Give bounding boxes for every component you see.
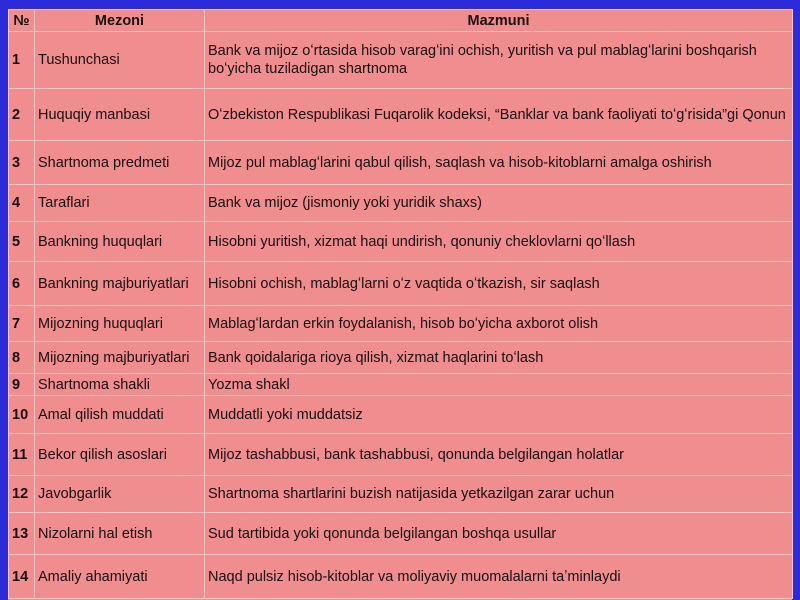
table-row: [9, 342, 793, 374]
contract-table: [8, 9, 793, 599]
row-criterion: Mijozning huquqlari: [35, 306, 205, 342]
row-content: Mijoz pul mablagʻlarini qabul qilish, saqlash va hisob-kitoblarni amalga oshirish: [205, 141, 793, 185]
row-number: 7: [9, 306, 35, 342]
table-row: [9, 434, 793, 476]
table-row: [9, 185, 793, 222]
row-content: Yozma shakl: [205, 374, 793, 396]
table-header-row: [9, 10, 793, 32]
table-row: [9, 89, 793, 141]
table-row: [9, 262, 793, 306]
table-frame: [8, 9, 792, 600]
row-content: Mijoz tashabbusi, bank tashabbusi, qonunda belgilangan holatlar: [205, 434, 793, 476]
row-criterion: Shartnoma shakli: [35, 374, 205, 396]
row-criterion: Javobgarlik: [35, 476, 205, 513]
table-row: [9, 476, 793, 513]
row-content: Bank qoidalariga rioya qilish, xizmat haqlarini toʻlash: [205, 342, 793, 374]
table-row: [9, 396, 793, 434]
row-number: 12: [9, 476, 35, 513]
row-content: Naqd pulsiz hisob-kitoblar va moliyaviy muomalalarni taʼminlaydi: [205, 555, 793, 599]
row-number: 2: [9, 89, 35, 141]
table-row: [9, 374, 793, 396]
row-number: 11: [9, 434, 35, 476]
row-number: 4: [9, 185, 35, 222]
row-criterion: Tushunchasi: [35, 32, 205, 89]
row-content: Mablagʻlardan erkin foydalanish, hisob boʻyicha axborot olish: [205, 306, 793, 342]
row-number: 13: [9, 513, 35, 555]
table-row: [9, 222, 793, 262]
row-number: 6: [9, 262, 35, 306]
row-content: Hisobni yuritish, xizmat haqi undirish, qonuniy cheklovlarni qoʻllash: [205, 222, 793, 262]
row-criterion: Shartnoma predmeti: [35, 141, 205, 185]
row-content: Sud tartibida yoki qonunda belgilangan boshqa usullar: [205, 513, 793, 555]
row-criterion: Taraflari: [35, 185, 205, 222]
row-number: 8: [9, 342, 35, 374]
row-number: 3: [9, 141, 35, 185]
header-criterion: Mezoni: [35, 10, 205, 32]
row-number: 5: [9, 222, 35, 262]
row-content: Hisobni ochish, mablagʻlarni oʻz vaqtida oʻtkazish, sir saqlash: [205, 262, 793, 306]
row-content: Oʻzbekiston Respublikasi Fuqarolik kodeksi, “Banklar va bank faoliyati toʻgʻrisida”gi Qonun: [205, 89, 793, 141]
row-criterion: Huquqiy manbasi: [35, 89, 205, 141]
row-content: Shartnoma shartlarini buzish natijasida yetkazilgan zarar uchun: [205, 476, 793, 513]
row-number: 14: [9, 555, 35, 599]
row-number: 9: [9, 374, 35, 396]
table-row: [9, 555, 793, 599]
row-criterion: Amal qilish muddati: [35, 396, 205, 434]
row-criterion: Amaliy ahamiyati: [35, 555, 205, 599]
table-row: [9, 306, 793, 342]
table-row: [9, 513, 793, 555]
row-content: Bank va mijoz oʻrtasida hisob varagʻini ochish, yuritish va pul mablagʻlarini boshqarish boʻyicha tuziladigan shartnoma: [205, 32, 793, 89]
row-number: 1: [9, 32, 35, 89]
row-criterion: Bekor qilish asoslari: [35, 434, 205, 476]
row-criterion: Mijozning majburiyatlari: [35, 342, 205, 374]
row-criterion: Nizolarni hal etish: [35, 513, 205, 555]
row-number: 10: [9, 396, 35, 434]
row-criterion: Bankning majburiyatlari: [35, 262, 205, 306]
table-row: [9, 32, 793, 89]
row-criterion: Bankning huquqlari: [35, 222, 205, 262]
header-number: №: [9, 10, 35, 32]
row-content: Muddatli yoki muddatsiz: [205, 396, 793, 434]
row-content: Bank va mijoz (jismoniy yoki yuridik shaxs): [205, 185, 793, 222]
header-content: Mazmuni: [205, 10, 793, 32]
table-row: [9, 141, 793, 185]
